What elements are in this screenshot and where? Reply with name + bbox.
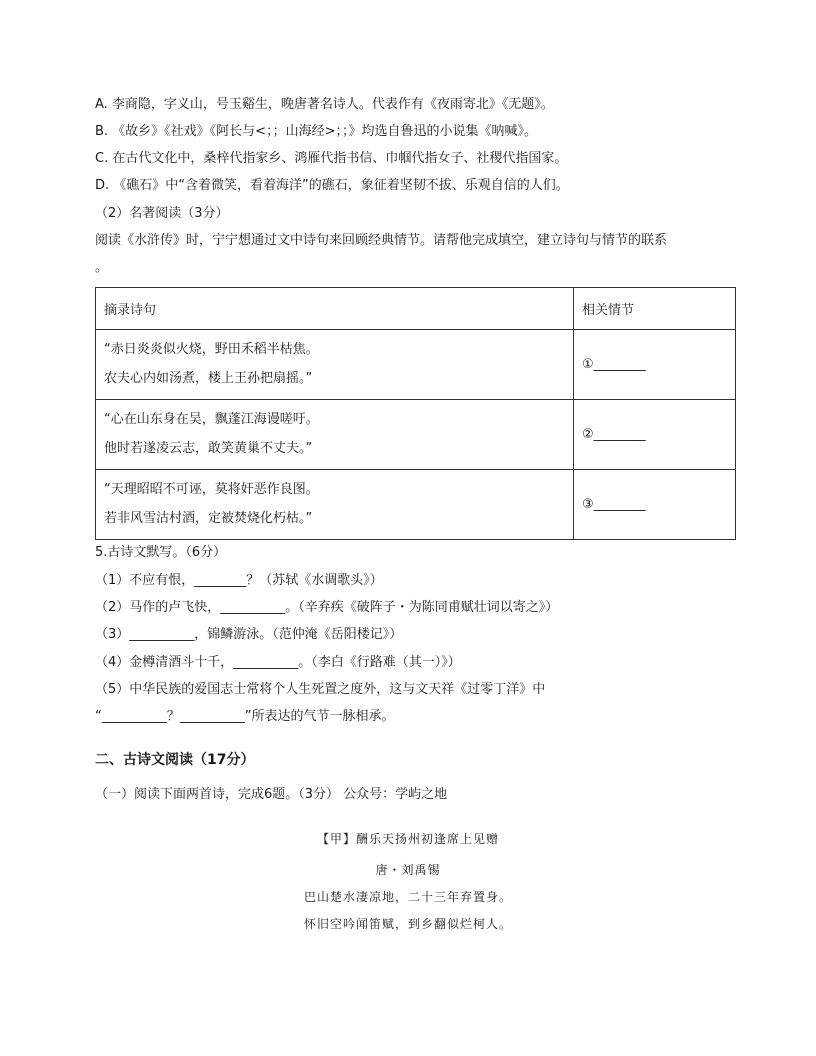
plot-blank[interactable]: ①________ bbox=[574, 330, 736, 400]
section-2-heading: 二、古诗文阅读（17分） bbox=[95, 752, 255, 768]
option-d: D. 《礁石》中“含着微笑，看着海洋”的礁石，象征着坚韧不拔、乐观自信的人们。 bbox=[95, 178, 569, 193]
poem-line-1: 巴山楚水凄凉地，二十三年弃置身。 bbox=[303, 890, 512, 904]
header-poem: 摘录诗句 bbox=[96, 288, 574, 330]
table-row bbox=[96, 400, 736, 470]
recitation-item: （1）不应有恨，________？（苏轼《水调歌头》） bbox=[95, 573, 383, 588]
question-2-prompt: 阅读《水浒传》时，宁宁想通过文中诗句来回顾经典情节。请帮他完成填空，建立诗句与情节的联系 bbox=[95, 233, 668, 248]
poem-line: “赤日炎炎似火烧，野田禾稻半枯焦。 bbox=[104, 342, 319, 357]
poem-cell bbox=[96, 330, 574, 400]
question-2-title: （2）名著阅读（3分） bbox=[95, 206, 229, 221]
option-a: A. 李商隐，字义山，号玉谿生，晚唐著名诗人。代表作有《夜雨寄北》《无题》。 bbox=[95, 97, 554, 112]
plot-blank[interactable]: ②________ bbox=[574, 400, 736, 470]
recitation-item: （2）马作的卢飞快，__________。（辛弃疾《破阵子・为陈同甫赋壮词以寄之》） bbox=[95, 600, 559, 615]
poem-line: “天理昭昭不可诬，莫将奸恶作良图。 bbox=[104, 482, 319, 497]
poem-line: “心在山东身在吴，飘蓬江海谩嗟吁。 bbox=[104, 412, 319, 427]
option-c: C. 在古代文化中，桑梓代指家乡、鸿雁代指书信、巾帼代指女子、社稷代指国家。 bbox=[95, 151, 568, 166]
section-2-sub: （一）阅读下面两首诗，完成6题。（3分） 公众号：学屿之地 bbox=[95, 787, 448, 802]
poem-author: 唐・刘禹锡 bbox=[375, 863, 441, 877]
table-row bbox=[96, 330, 736, 400]
poem-line: 农夫心内如汤煮，楼上王孙把扇摇。” bbox=[104, 371, 313, 386]
poem-line: 他时若遂凌云志，敢笑黄巢不丈夫。” bbox=[104, 441, 313, 456]
recitation-item: （3）__________，锦鳞游泳。（范仲淹《岳阳楼记》） bbox=[95, 627, 403, 642]
header-plot: 相关情节 bbox=[574, 288, 736, 330]
poem-title: 【甲】酬乐天扬州初逢席上见赠 bbox=[316, 832, 499, 846]
poem-plot-table bbox=[95, 287, 736, 540]
poem-cell bbox=[96, 400, 574, 470]
poem-line-2: 怀旧空吟闻笛赋，到乡翻似烂柯人。 bbox=[303, 917, 512, 931]
question-2-prompt-end: 。 bbox=[95, 260, 109, 275]
poem-line: 若非风雪沽村酒，定被焚烧化朽枯。” bbox=[104, 511, 313, 526]
plot-blank[interactable]: ③________ bbox=[574, 470, 736, 540]
table-row bbox=[96, 470, 736, 540]
table-header-row bbox=[96, 288, 736, 330]
question-5-title: 5.古诗文默写。（6分） bbox=[95, 545, 227, 560]
poem-cell bbox=[96, 470, 574, 540]
option-b: B. 《故乡》《社戏》《阿长与<；；山海经>；；》均选自鲁迅的小说集《呐喊》。 bbox=[95, 124, 537, 139]
recitation-item: （5）中华民族的爱国志士常将个人生死置之度外，这与文天祥《过零丁洋》中 bbox=[95, 682, 546, 697]
recitation-item: （4）金樽清酒斗十千，__________。（李白《行路难（其一）》） bbox=[95, 655, 461, 670]
recitation-item: “__________？__________”所表达的气节一脉相承。 bbox=[95, 709, 395, 724]
